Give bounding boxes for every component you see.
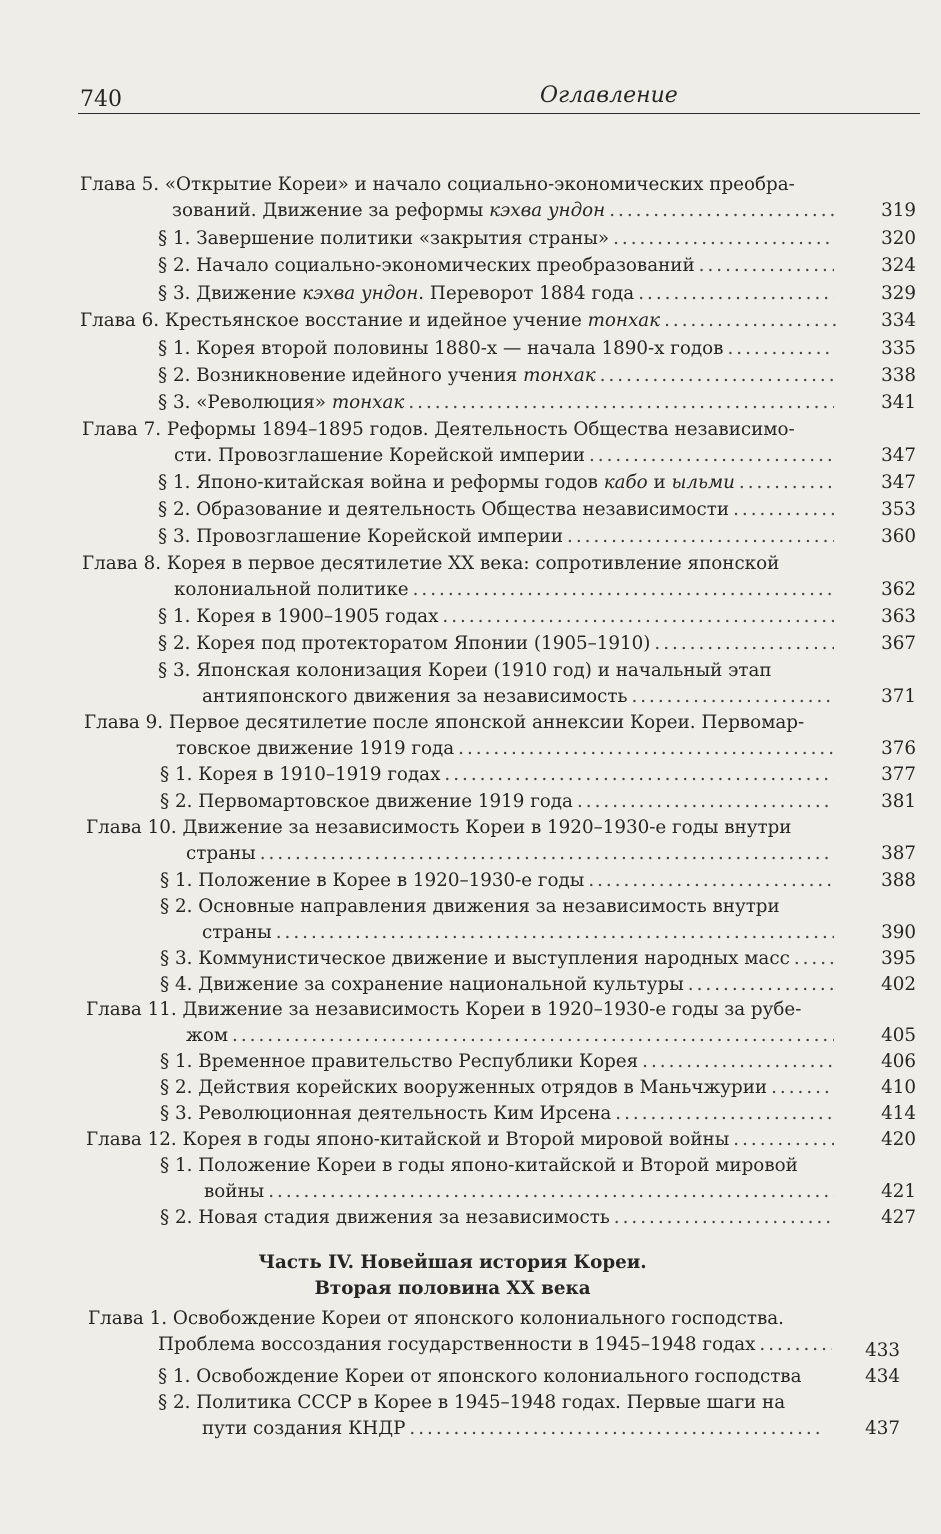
leader-dots [588, 868, 834, 894]
page-ref: 434 [865, 1366, 900, 1387]
running-title: Оглавление [540, 83, 678, 108]
leader-dots [567, 524, 834, 550]
page-ref: 334 [881, 310, 916, 331]
page-ref: 381 [881, 791, 916, 812]
toc-section[interactable] [158, 226, 838, 252]
leader-dots [614, 1205, 834, 1231]
leader-dots [458, 736, 836, 762]
leader-dots [688, 972, 834, 998]
chapter-title-line: Глава 12. Корея в годы японо-китайской и Второй мировой войны [86, 1129, 730, 1150]
section-title: § 2. Корея под протекторатом Японии (1905–1910) [158, 633, 651, 654]
toc-section[interactable] [158, 390, 838, 416]
leader-dots [733, 497, 834, 523]
section-title-italic: тонхак [523, 365, 596, 386]
toc-chapter[interactable] [86, 815, 838, 867]
section-title-italic: кабо [603, 472, 648, 493]
toc-chapter[interactable] [82, 551, 840, 603]
toc-section[interactable] [160, 1153, 838, 1205]
page-number: 740 [80, 87, 122, 112]
toc-section[interactable] [158, 497, 838, 523]
toc-section[interactable] [160, 972, 838, 998]
page-ref: 414 [881, 1103, 916, 1124]
toc-section[interactable] [158, 658, 838, 710]
section-title-italic: кэхва ундон [302, 283, 419, 304]
section-title: § 1. Положение в Корее в 1920–1930-е годы [160, 870, 585, 891]
toc-section[interactable] [160, 894, 838, 946]
page-ref: 420 [881, 1129, 916, 1150]
leader-dots [638, 281, 834, 307]
leader-dots [413, 577, 836, 603]
chapter-title-line: Глава 6. Крестьянское восстание и идейное учение [80, 310, 588, 331]
toc-section[interactable] [160, 762, 838, 788]
section-title-line: войны [204, 1181, 265, 1202]
leader-dots [589, 443, 836, 469]
section-title: § 1. Освобождение Кореи от японского колониального господства [158, 1366, 802, 1387]
toc-chapter[interactable] [88, 1306, 836, 1358]
part-heading-line: Вторая половина XX века [314, 1278, 591, 1299]
section-title-italic: тонхак [331, 392, 405, 413]
toc-section[interactable] [158, 1364, 826, 1390]
page-ref: 395 [881, 948, 916, 969]
page-ref: 362 [881, 579, 916, 600]
toc-chapter[interactable] [84, 710, 840, 762]
toc-section[interactable] [158, 253, 838, 279]
section-title: § 4. Движение за сохранение национальной культуры [160, 974, 684, 995]
toc-section[interactable] [160, 1049, 838, 1075]
page-ref: 320 [881, 228, 916, 249]
page-ref: 387 [881, 843, 916, 864]
chapter-title-line: Глава 9. Первое десятилетие после японской аннексии Кореи. Первомар- [84, 712, 805, 733]
toc-section[interactable] [158, 631, 838, 657]
leader-dots [577, 789, 834, 815]
page-ref: 360 [881, 526, 916, 547]
chapter-title-line: товское движение 1919 года [176, 738, 455, 759]
chapter-title-italic: кэхва ундон [489, 200, 606, 221]
leader-dots [733, 1127, 834, 1153]
leader-dots [268, 1179, 834, 1205]
section-title: § 3. Коммунистическое движение и выступления народных масс [160, 948, 790, 969]
section-title: § 2. Первомартовское движение 1919 года [160, 791, 573, 812]
leader-dots [442, 604, 834, 630]
section-title: § 1. Корея в 1910–1919 годах [160, 764, 441, 785]
leader-dots [631, 684, 834, 710]
chapter-title-line: Глава 1. Освобождение Кореи от японского колониального господства. [88, 1308, 784, 1329]
section-title: § 2. Действия корейских вооруженных отрядов в Маньчжурии [160, 1077, 768, 1098]
chapter-title-line: Глава 7. Реформы 1894–1895 годов. Деятельность Общества независимо- [82, 419, 795, 440]
leader-dots [727, 336, 834, 362]
page-ref: 353 [881, 499, 916, 520]
leader-dots [642, 1049, 834, 1075]
section-title-tail: и [647, 472, 672, 493]
page-ref: 319 [881, 200, 916, 221]
chapter-title-italic: тонхак [587, 310, 661, 331]
leader-dots [276, 920, 834, 946]
toc-section[interactable] [158, 1390, 826, 1442]
page-ref: 402 [881, 974, 916, 995]
leader-dots [794, 946, 834, 972]
page-ref: 329 [881, 283, 916, 304]
toc-chapter[interactable] [80, 172, 840, 224]
section-title: § 1. Завершение политики «закрытия страны» [158, 228, 610, 249]
toc-chapter[interactable] [82, 417, 840, 469]
page-ref: 437 [865, 1418, 900, 1439]
section-title-line: страны [202, 922, 272, 943]
page-ref: 421 [881, 1181, 916, 1202]
toc-section[interactable] [158, 604, 838, 630]
toc-section[interactable] [158, 336, 838, 362]
section-title: § 1. Корея второй половины 1880-х — начала 1890-х годов [158, 338, 724, 359]
leader-dots [699, 253, 834, 279]
page-ref: 363 [881, 606, 916, 627]
page-ref: 410 [881, 1077, 916, 1098]
page-ref: 367 [881, 633, 916, 654]
page-ref: 390 [881, 922, 916, 943]
section-title: § 2. Образование и деятельность Общества независимости [158, 499, 730, 520]
section-title: § 1. Положение Кореи в годы японо-китайской и Второй мировой [160, 1155, 798, 1176]
section-title-italic: ыльми [671, 472, 735, 493]
section-title: § 3. Движение [158, 283, 303, 304]
section-title: § 3. Японская колонизация Кореи (1910 год) и начальный этап [158, 660, 772, 681]
section-title-tail: . Переворот 1884 года [418, 283, 635, 304]
chapter-title-line: Проблема воссоздания государственности в 1945–1948 годах [158, 1334, 756, 1355]
leader-dots [232, 1023, 834, 1049]
toc-chapter[interactable] [86, 1127, 838, 1153]
page-ref: 406 [881, 1051, 916, 1072]
page-ref: 376 [881, 738, 916, 759]
leader-dots [654, 631, 834, 657]
header-rule [78, 113, 920, 114]
leader-dots [759, 1332, 832, 1358]
chapter-title-line: зований. Движение за реформы [172, 200, 490, 221]
leader-dots [260, 841, 834, 867]
chapter-title-line: страны [186, 843, 256, 864]
section-title: § 2. Основные направления движения за независимость внутри [160, 896, 780, 917]
page-ref: 427 [881, 1207, 916, 1228]
section-title: § 2. Начало социально-экономических преобразований [158, 255, 695, 276]
leader-dots [444, 762, 834, 788]
chapter-title-line: колониальной политике [174, 579, 409, 600]
leader-dots [609, 198, 836, 224]
chapter-title-line: Глава 5. «Открытие Кореи» и начало социально-экономических преобра- [80, 174, 795, 195]
page-ref: 347 [881, 445, 916, 466]
toc-section[interactable] [158, 281, 838, 307]
toc-section[interactable] [160, 868, 838, 894]
toc-section[interactable] [160, 1075, 838, 1101]
section-title: § 2. Политика СССР в Корее в 1945–1948 годах. Первые шаги на [158, 1392, 786, 1413]
page-ref: 371 [881, 686, 916, 707]
toc-section[interactable] [160, 1205, 838, 1231]
leader-dots [664, 308, 836, 334]
section-title: § 2. Возникновение идейного учения [158, 365, 524, 386]
part-heading-line: Часть IV. Новейшая история Кореи. [258, 1252, 647, 1273]
section-title-line: пути создания КНДР [202, 1418, 406, 1439]
page-ref: 433 [865, 1340, 900, 1361]
page-ref: 405 [881, 1025, 916, 1046]
page-ref: 388 [881, 870, 916, 891]
leader-dots [615, 1101, 834, 1127]
page-ref: 324 [881, 255, 916, 276]
section-title: § 3. «Революция» [158, 392, 332, 413]
chapter-title-line: Глава 11. Движение за независимость Кореи в 1920–1930-е годы за рубе- [86, 999, 802, 1020]
toc-section[interactable] [160, 946, 838, 972]
page-ref: 338 [881, 365, 916, 386]
chapter-title-line: Глава 10. Движение за независимость Кореи в 1920–1930-е годы внутри [86, 817, 792, 838]
chapter-title-line: жом [186, 1025, 229, 1046]
leader-dots [409, 1416, 822, 1442]
section-title: § 3. Революционная деятельность Ким Ирсена [160, 1103, 612, 1124]
page-ref: 335 [881, 338, 916, 359]
toc-section[interactable] [160, 1101, 838, 1127]
leader-dots [613, 226, 834, 252]
toc-section[interactable] [158, 470, 838, 496]
page-ref: 377 [881, 764, 916, 785]
page-ref: 341 [881, 392, 916, 413]
toc-section[interactable] [158, 524, 838, 550]
toc-section[interactable] [158, 363, 838, 389]
chapter-title-line: сти. Провозглашение Корейской империи [174, 445, 585, 466]
leader-dots [408, 390, 834, 416]
page-header [78, 80, 920, 116]
section-title: § 2. Новая стадия движения за независимость [160, 1207, 610, 1228]
section-title: § 1. Корея в 1900–1905 годах [158, 606, 439, 627]
toc-chapter[interactable] [80, 308, 840, 334]
toc-chapter[interactable] [86, 997, 838, 1049]
page-ref: 347 [881, 472, 916, 493]
section-title: § 1. Временное правительство Республики Корея [160, 1051, 639, 1072]
chapter-title-line: Глава 8. Корея в первое десятилетие XX века: сопротивление японской [82, 553, 780, 574]
leader-dots [739, 470, 834, 496]
leader-dots [600, 363, 834, 389]
section-title: § 3. Провозглашение Корейской империи [158, 526, 564, 547]
section-title: § 1. Японо-китайская война и реформы годов [158, 472, 604, 493]
section-title-line: антияпонского движения за независимость [202, 686, 628, 707]
leader-dots [771, 1075, 834, 1101]
toc-section[interactable] [160, 789, 838, 815]
